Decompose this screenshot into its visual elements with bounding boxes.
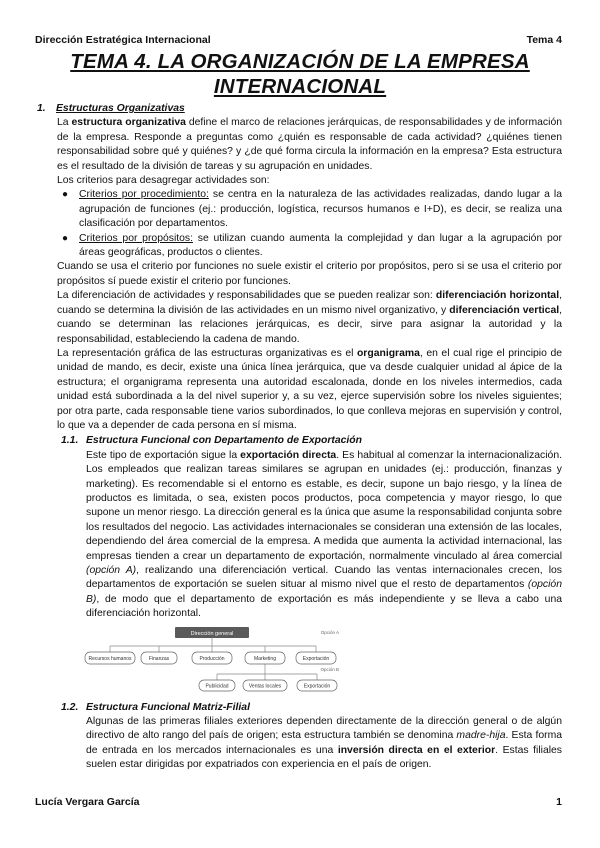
header-topic: Tema 4 [526, 34, 562, 46]
paragraph: La diferenciación de actividades y responsabilidades que se pueden realizar son: diferenciación horizontal, cuando se determina la división de las actividades en un mismo nivel organizativo, y diferenciación vertical, cuando se determinan las relaciones jerárquicas, es decir, sirve para asignar la autoridad y la responsabilidad, estableciendo la cadena de mando. [57, 290, 562, 345]
org-label: Exportación [302, 655, 330, 662]
org-chart-figure [37, 624, 562, 700]
paragraph: Algunas de las primeras filiales exteriores dependen directamente de la dirección general o de algún directivo de alto rango del país de origen; esta estructura también se denomina madre-hija. Esta forma de entrada en los mercados internacionales es una inversión directa en el exterior. Estas filiales suelen estar dirigidas por expatriados con experiencia en el país de origen. [86, 716, 563, 771]
org-label: Exportación [303, 683, 331, 690]
section-1-heading [37, 102, 562, 116]
org-label: Ventas locales [248, 683, 282, 690]
org-label: Finanzas [148, 655, 170, 662]
page-title [60, 49, 540, 99]
title-line-2: INTERNACIONAL [213, 75, 387, 98]
bullet-item: ● Criterios por propósitos: se utilizan cuando aumenta la complejidad y dan lugar a la agrupación por áreas geográficas, productos o clientes. [62, 232, 562, 259]
page-footer [35, 796, 562, 810]
org-label: Producción [199, 655, 225, 662]
page-header [35, 34, 562, 48]
page-number: 1 [556, 796, 562, 808]
subsection-1-1-heading: 1.1. Estructura Funcional con Departamento de Exportación [61, 435, 362, 447]
bullet-icon: ● [62, 189, 69, 201]
section-number: 1. [37, 103, 46, 114]
org-label-top: Dirección general [190, 630, 234, 637]
header-course: Dirección Estratégica Internacional [35, 34, 211, 46]
org-label: Marketing [254, 655, 276, 662]
paragraph: Cuando se usa el criterio por funciones no suele existir el criterio por propósitos, pero si se usa el criterio por propósitos sí puede existir el criterio por funciones. [57, 261, 562, 287]
org-label: Publicidad [205, 683, 229, 690]
paragraph: Los criterios para desagregar actividades son: [57, 175, 270, 187]
org-option-b-label: Opción B [320, 666, 339, 672]
subsection-1-2-heading: 1.2. Estructura Funcional Matriz-Filial [61, 701, 250, 713]
org-chart [77, 624, 347, 700]
paragraph: Este tipo de exportación sigue la exportación directa. Es habitual al comenzar la internacionalización. Los empleados que realizan tareas similares se agrupan en unidades (ej.: producción, finanzas y marketing). Es recomendable si el entorno es estable, es decir, supone un bajo riesgo, y la línea de productos es limitada, o sea, existen pocos productos, poca competencia y mayor riesgo, lo que supone un menor riesgo. La dirección general es la única que asume la responsabilidad conjunta sobre los resultados del negocio. Las actividades internacionales se consideran una extensión de las locales, dependiendo del área comercial de la empresa. A medida que aumenta la actividad internacional, las empresas tienden a crear un departamento de exportación, normalmente vinculado al área comercial (opción A), realizando una diferenciación vertical. Cuando las ventas internacionales crecen, los departamentos de exportación se suelen situar al mismo nivel que el resto de departamentos (opción B), de modo que el departamento de exportación es más independiente y se lleva a cabo una diferenciación horizontal. [86, 449, 562, 620]
paragraph: La estructura organizativa define el marco de relaciones jerárquicas, de responsabilidades y de información de la empresa. Responde a preguntas como ¿quién es responsable de cada actividad? ¿quiénes tienen responsabilidad sobre qué y quiénes? y ¿de qué forma circula la información en la empresa? Esta estructura es el resultado de la división de tareas y su agrupación en unidades. [57, 117, 562, 172]
org-label: Recursos humanos [88, 655, 132, 662]
title-line-1: TEMA 4. LA ORGANIZACIÓN DE LA EMPRESA [70, 50, 530, 73]
org-option-a-label: Opción A [320, 629, 339, 635]
section-title: Estructuras Organizativas [56, 103, 185, 114]
document-body [37, 102, 562, 773]
bullet-icon: ● [62, 232, 69, 244]
bullet-item: ● Criterios por procedimiento: se centra en la naturaleza de las actividades realizadas, dando lugar a la agrupación de funciones (ej.: producción, logística, recursos humanos e I+D), es decir, se realiza una clasificación por departamentos. [62, 189, 562, 230]
footer-author: Lucía Vergara García [35, 796, 140, 808]
paragraph: La representación gráfica de las estructuras organizativas es el organigrama, en el cual rige el principio de unidad de mando, es decir, existe una única línea jerárquica, que va desde cualquier unidad al ápice de la estructura; el organigrama representa una autoridad escalonada, donde en los niveles intermedios, cada unidad está subordinada a la del nivel superior y, a su vez, ejerce supervisión sobre los niveles siguientes; por otra parte, cada responsable tiene varios subordinados, lo que conlleva mejoras en supervisión y control, lo que va a depender de cada persona en sí misma. [57, 347, 563, 431]
